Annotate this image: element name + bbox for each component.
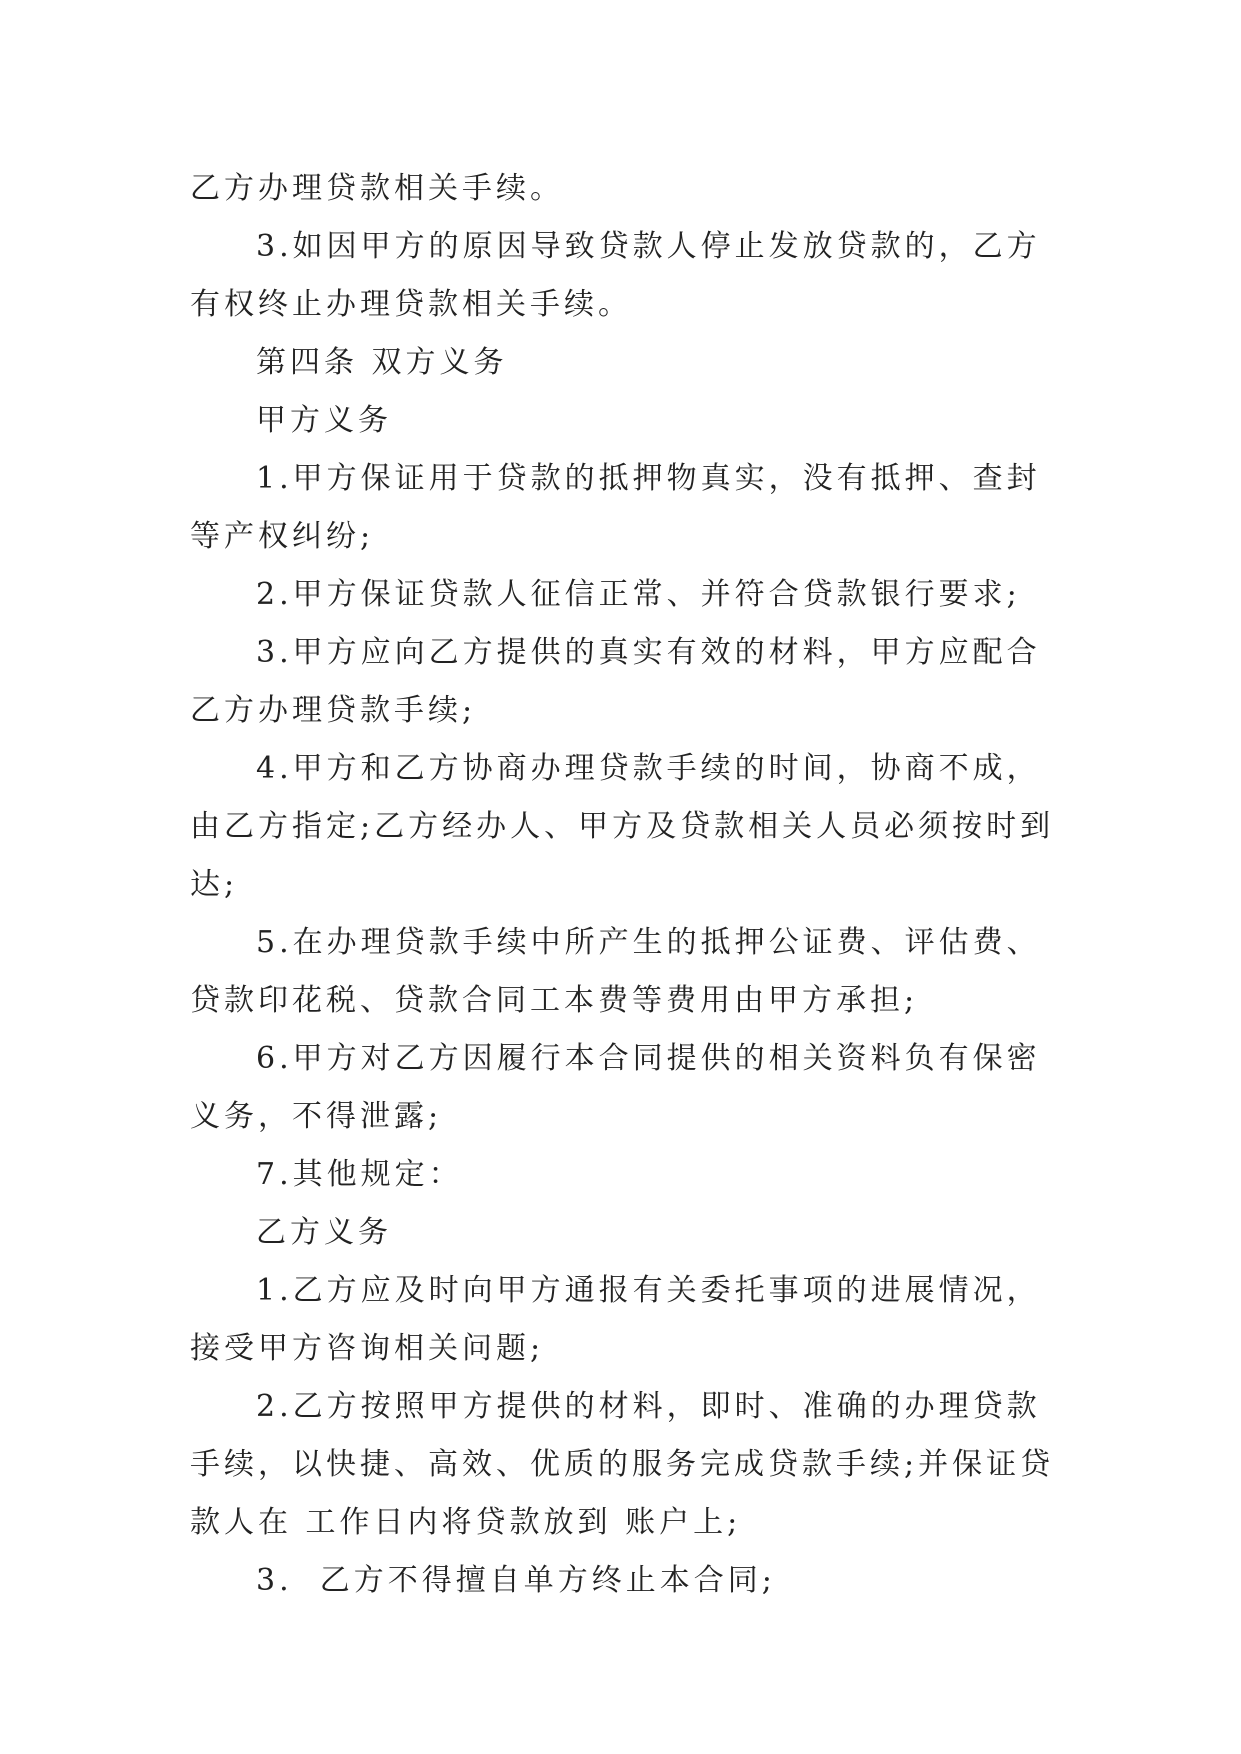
party-a-obligations-heading: 甲方义务: [256, 403, 392, 438]
party-a-item-2: 2.甲方保证贷款人征信正常、并符合贷款银行要求;: [256, 577, 1021, 612]
party-a-item-6: 6.甲方对乙方因履行本合同提供的相关资料负有保密义务，不得泄露;: [190, 1041, 1041, 1134]
party-a-item-7: 7.其他规定：: [256, 1157, 463, 1192]
party-b-item-1: 1.乙方应及时向甲方通报有关委托事项的进展情况，接受甲方咨询相关问题;: [190, 1273, 1041, 1366]
paragraph-clause-3: 3.如因甲方的原因导致贷款人停止发放贷款的，乙方有权终止办理贷款相关手续。: [190, 229, 1041, 322]
party-b-item-3: 3. 乙方不得擅自单方终止本合同;: [256, 1563, 776, 1598]
party-a-item-4: 4.甲方和乙方协商办理贷款手续的时间，协商不成，由乙方指定;乙方经办人、甲方及贷款相关人员必须按时到达;: [190, 751, 1055, 902]
article-4-heading: 第四条 双方义务: [256, 345, 508, 380]
party-b-item-2: 2.乙方按照甲方提供的材料，即时、准确的办理贷款手续，以快捷、高效、优质的服务完成贷款手续;并保证贷款人在 工作日内将贷款放到 账户上;: [190, 1389, 1055, 1540]
party-a-item-5: 5.在办理贷款手续中所产生的抵押公证费、评估费、贷款印花税、贷款合同工本费等费用由甲方承担;: [190, 925, 1041, 1018]
party-a-item-1: 1.甲方保证用于贷款的抵押物真实，没有抵押、查封等产权纠纷;: [190, 461, 1041, 554]
party-b-obligations-heading: 乙方义务: [256, 1215, 392, 1250]
document-body: [190, 160, 1070, 1610]
party-a-item-3: 3.甲方应向乙方提供的真实有效的材料，甲方应配合乙方办理贷款手续;: [190, 635, 1041, 728]
paragraph-continuation: 乙方办理贷款相关手续。: [190, 171, 564, 206]
